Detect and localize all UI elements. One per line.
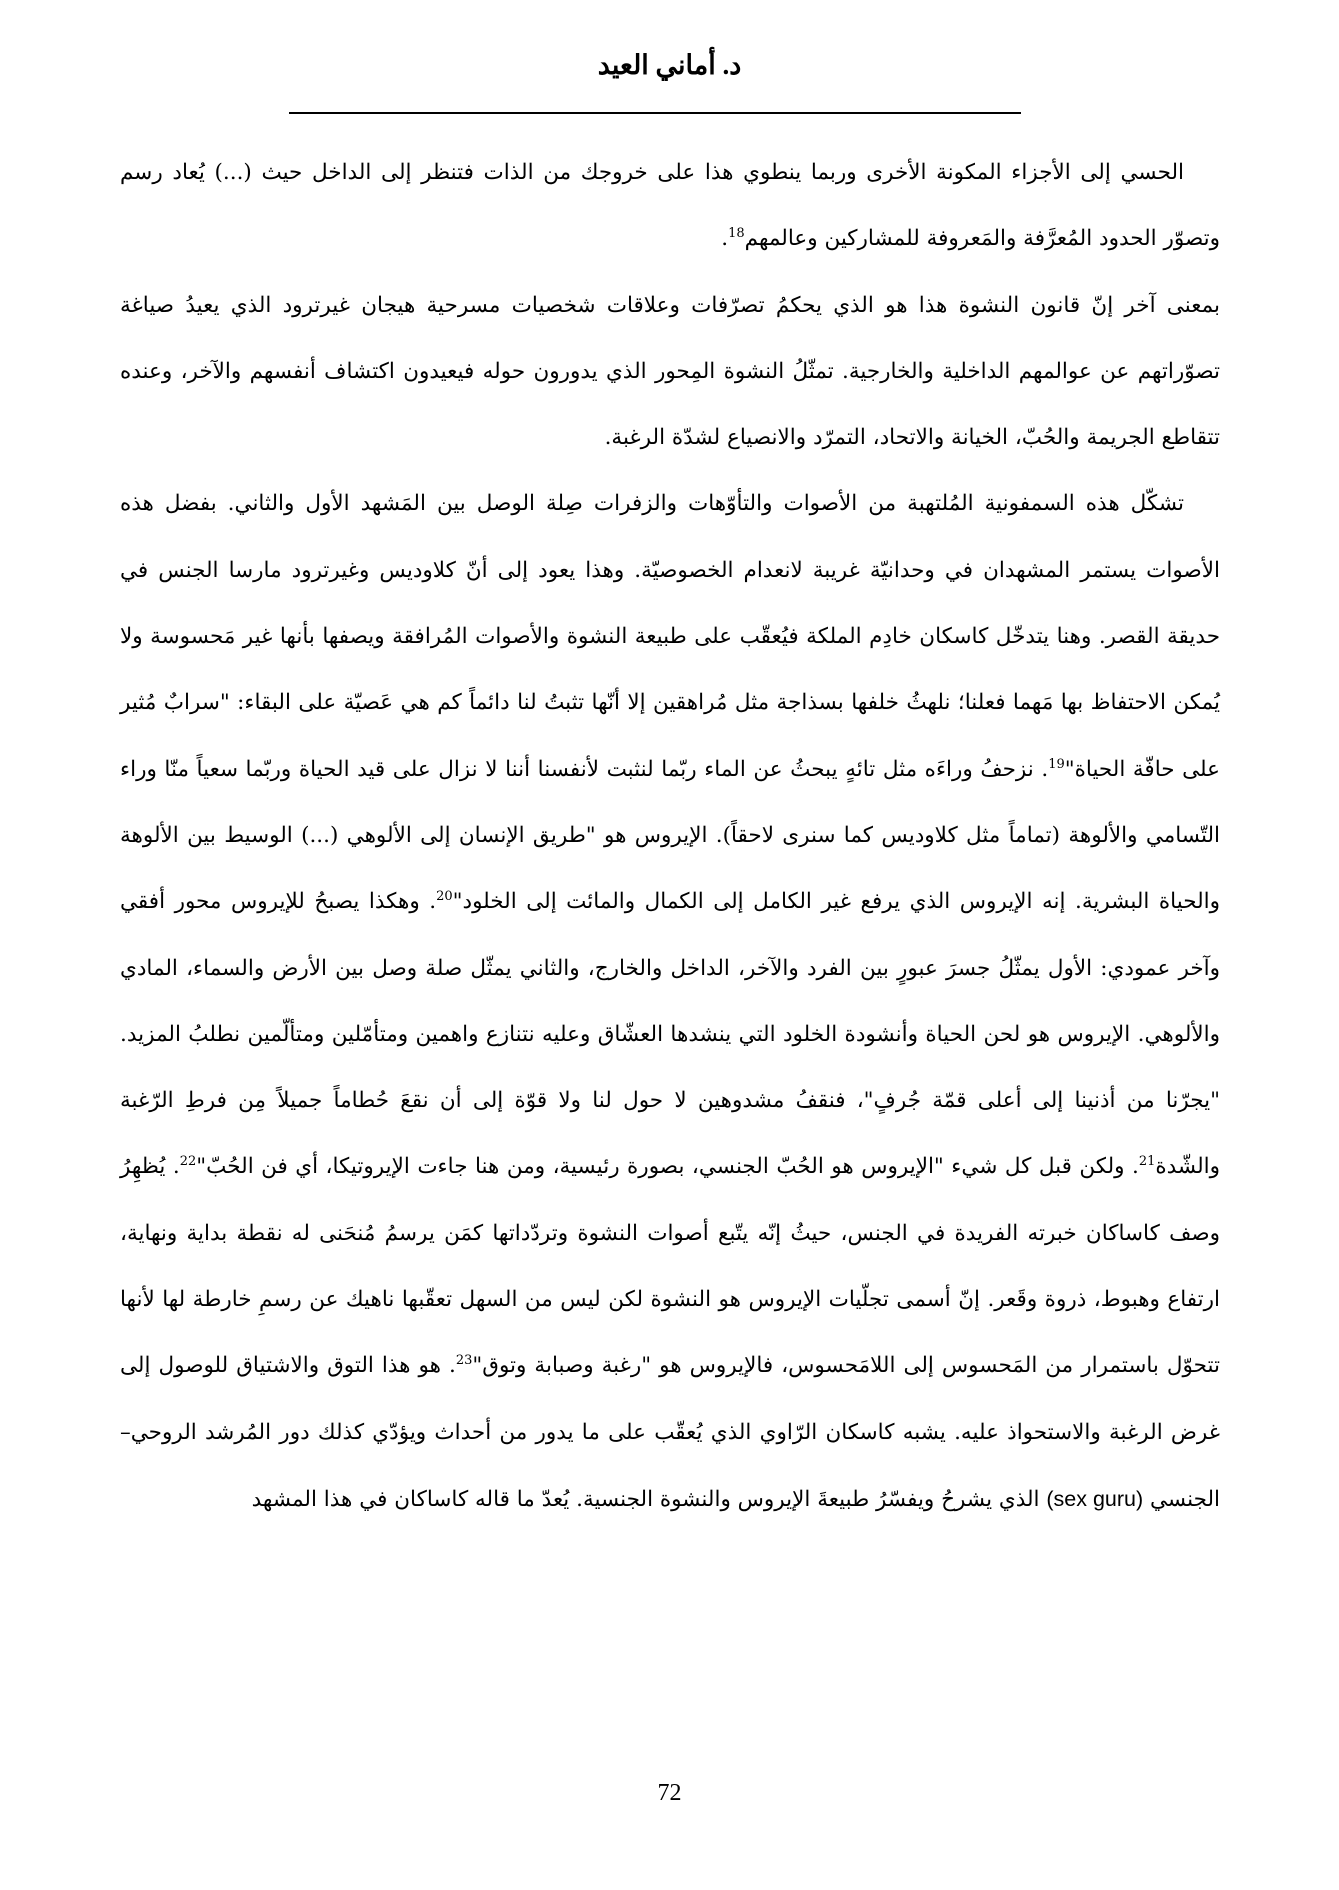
footnote-ref-23: 23 (455, 1353, 473, 1369)
footnote-ref-22: 22 (179, 1154, 197, 1170)
footnote-ref-21: 21 (1138, 1154, 1156, 1170)
footnote-ref-20: 20 (436, 889, 453, 905)
footnote-ref-18: 18 (728, 226, 745, 242)
header-divider (289, 112, 1021, 114)
paragraph-1: الحسي إلى الأجزاء المكونة الأخرى وربما ينطوي هذا على خروجك من الذات فتنظر إلى الداخل حيث (...) يُعاد رسم وتصوّر الحدود المُعرَّفة والمَعروفة للمشاركين وعالمهم$^{18}$. (120, 160, 1220, 252)
page-number: 72 (657, 1780, 682, 1806)
paragraph-3: تشكّل هذه السمفونية المُلتهبة من الأصوات والتأوّهات والزفرات صِلة الوصل بين المَشهد الأول والثاني. بفضل هذه الأصوات يستمر المشهدان في وحدانيّة غريبة لانعدام الخصوصيّة. وهذا يعود إلى أنّ كلاوديس وغيرترود مارسا الجنس في حديقة القصر. وهنا يتدخّل كاسكان خادِم الملكة فيُعقّب على طبيعة النشوة والأصوات المُرافقة ويصفها بأنها غير مَحسوسة ولا يُمكن الاحتفاظ بها مَهما فعلنا؛ نلهثُ خلفها بسذاجة مثل مُراهقين إلا أنّها تثبتُ لنا دائماً كم هي عَصيّة على البقاء: "سرابٌ مُثير على حافّة الحياة"$^{19}$. نزحفُ وراءَه مثل تائهٍ يبحثُ عن الماء ربّما لنثبت لأنفسنا أننا لا نزال على قيد الحياة وربّما سعياً منّا وراء التّسامي والألوهة (تماماً مثل كلاوديس كما سنرى لاحقاً). الإيروس هو "طريق الإنسان إلى الألوهي (...) الوسيط بين الألوهة والحياة البشرية. إنه الإيروس الذي يرفع غير الكامل إلى الكمال والمائت إلى الخلود"$^{20}$. وهكذا يصبحُ للإيروس محور أفقي وآخر عمودي: الأول يمثّلُ جسرَ عبورٍ بين الفرد والآخر، الداخل والخارج، والثاني يمثّل صلة وصل بين الأرض والسماء، المادي والألوهي. الإيروس هو لحن الحياة وأنشودة الخلود التي ينشدها العشّاق وعليه نتنازع واهمين ومتأمّلين ومتألّمين نطلبُ المزيد. "يجرّنا من أذنينا إلى أعلى قمّة جُرفٍ"، فنقفُ مشدوهين لا حول لنا ولا قوّة إلى أن نقعَ حُطاماً جميلاً مِن فرطِ الرّغبة والشّدة$^{21}$. ولكن قبل كل شيء "الإيروس هو الحُبّ الجنسي، بصورة رئيسية، ومن هنا جاءت الإيروتيكا، أي فن الحُبّ"$^{22}$. يُظهِرُ وصف كاساكان خبرته الفريدة في الجنس، حيثُ إنّه يتّبع أصوات النشوة وتردّداتها كمَن يرسمُ مُنحَنى له نقطة بداية ونهاية، ارتفاع وهبوط، ذروة وقَعر. إنّ أسمى تجلّيات الإيروس هو النشوة لكن ليس من السهل تعقّبها ناهيك عن رسمِ خارطة لها لأنها تتحوّل باستمرار من المَحسوس إلى اللامَحسوس، فالإيروس هو "رغبة وصبابة وتوق"$^{23}$. هو هذا التوق والاشتياق للوصول إلى غرض الرغبة والاستحواذ عليه. يشبه كاسكان الرّاوي الذي يُعقّب على ما يدور من أحداث ويؤدّي كذلك دور المُرشد الروحي–الجنسي (sex guru) الذي يشرحُ ويفسّرُ طبيعةَ الإيروس والنشوة الجنسية. يُعدّ ما قاله كاساكان في هذا المشهد (120, 491, 1221, 1512)
paragraph-2: بمعنى آخر إنّ قانون النشوة هذا هو الذي يحكمُ تصرّفات وعلاقات شخصيات مسرحية هيجان غيرترود الذي يعيدُ صياغة تصوّراتهم عن عوالمهم الداخلية والخارجية. تمثّلُ النشوة المِحور الذي يدورون حوله فيعيدون اكتشاف أنفسهم والآخر، وعنده تتقاطع الجريمة والحُبّ، الخيانة والاتحاد، التمرّد والانصياع لشدّة الرغبة. (120, 292, 1220, 451)
body-text (120, 140, 1220, 1533)
footnote-ref-19: 19 (1048, 756, 1065, 772)
latin-term: (sex guru) (1046, 1486, 1144, 1511)
running-header: د. أماني العيد (597, 50, 742, 80)
